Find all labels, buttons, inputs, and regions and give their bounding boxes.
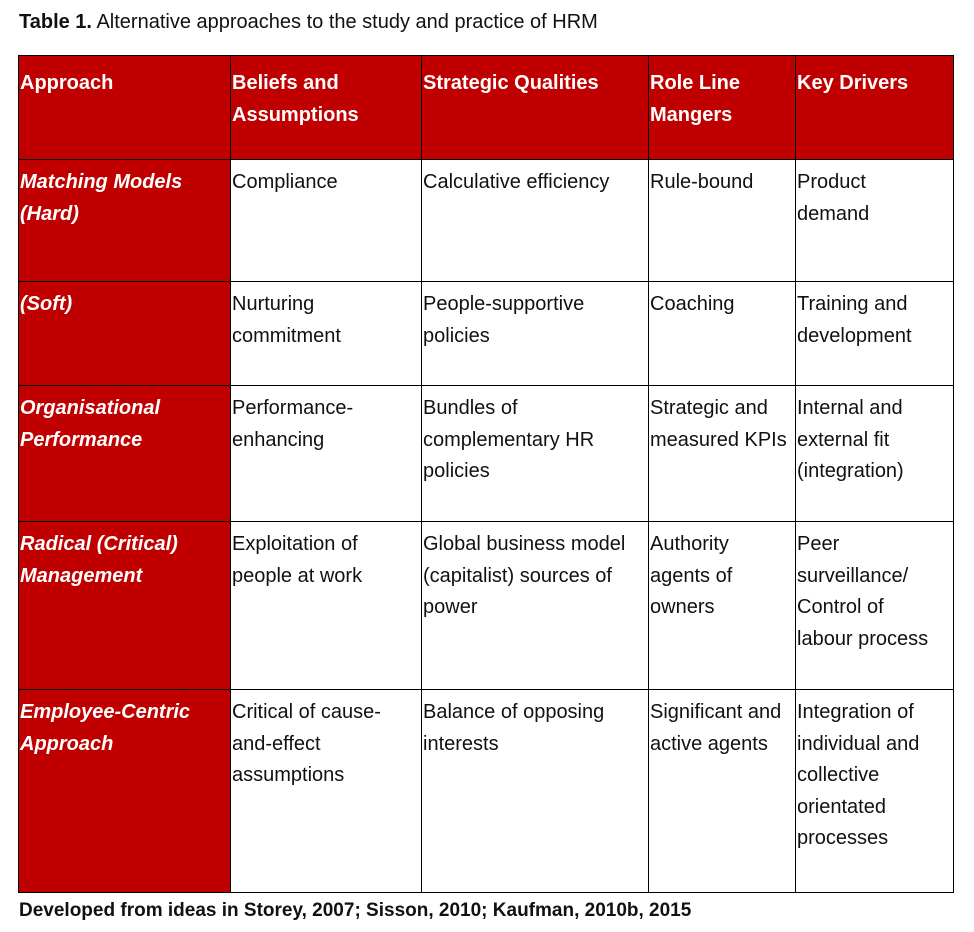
table-row (19, 282, 954, 386)
beliefs-cell: Compliance (231, 160, 422, 282)
drivers-cell: Peer surveillance/ Control of labour process (796, 522, 954, 690)
column-header-drivers: Key Drivers (796, 56, 954, 160)
beliefs-cell: Nurturing commitment (231, 282, 422, 386)
drivers-cell: Integration of individual and collective orientated processes (796, 690, 954, 893)
role-cell: Significant and active agents (649, 690, 796, 893)
beliefs-cell: Exploitation of people at work (231, 522, 422, 690)
strategic-cell: Bundles of complementary HR policies (422, 386, 649, 522)
role-cell: Coaching (649, 282, 796, 386)
table-row (19, 160, 954, 282)
table-row (19, 690, 954, 893)
role-cell: Strategic and measured KPIs (649, 386, 796, 522)
source-note: Developed from ideas in Storey, 2007; Sisson, 2010; Kaufman, 2010b, 2015 (19, 900, 692, 921)
strategic-cell: Calculative efficiency (422, 160, 649, 282)
strategic-cell: Balance of opposing interests (422, 690, 649, 893)
table-caption (19, 8, 598, 36)
approach-cell: (Soft) (19, 282, 231, 386)
drivers-cell: Training and development (796, 282, 954, 386)
table-row (19, 386, 954, 522)
caption-label: Table 1. (19, 11, 92, 33)
column-header-strategic: Strategic Qualities (422, 56, 649, 160)
strategic-cell: People-supportive policies (422, 282, 649, 386)
approach-cell: Matching Models (Hard) (19, 160, 231, 282)
header-row (19, 56, 954, 160)
drivers-cell: Product demand (796, 160, 954, 282)
table-row (19, 522, 954, 690)
column-header-role: Role Line Mangers (649, 56, 796, 160)
approach-cell: Organisational Performance (19, 386, 231, 522)
caption-text: Alternative approaches to the study and practice of HRM (96, 11, 598, 33)
beliefs-cell: Performance- enhancing (231, 386, 422, 522)
role-cell: Authority agents of owners (649, 522, 796, 690)
column-header-approach: Approach (19, 56, 231, 160)
beliefs-cell: Critical of cause- and-effect assumptions (231, 690, 422, 893)
approach-cell: Employee-Centric Approach (19, 690, 231, 893)
drivers-cell: Internal and external fit (integration) (796, 386, 954, 522)
approach-cell: Radical (Critical) Management (19, 522, 231, 690)
strategic-cell: Global business model (capitalist) sources of power (422, 522, 649, 690)
hrm-approaches-table (18, 55, 954, 893)
column-header-beliefs: Beliefs and Assumptions (231, 56, 422, 160)
role-cell: Rule-bound (649, 160, 796, 282)
